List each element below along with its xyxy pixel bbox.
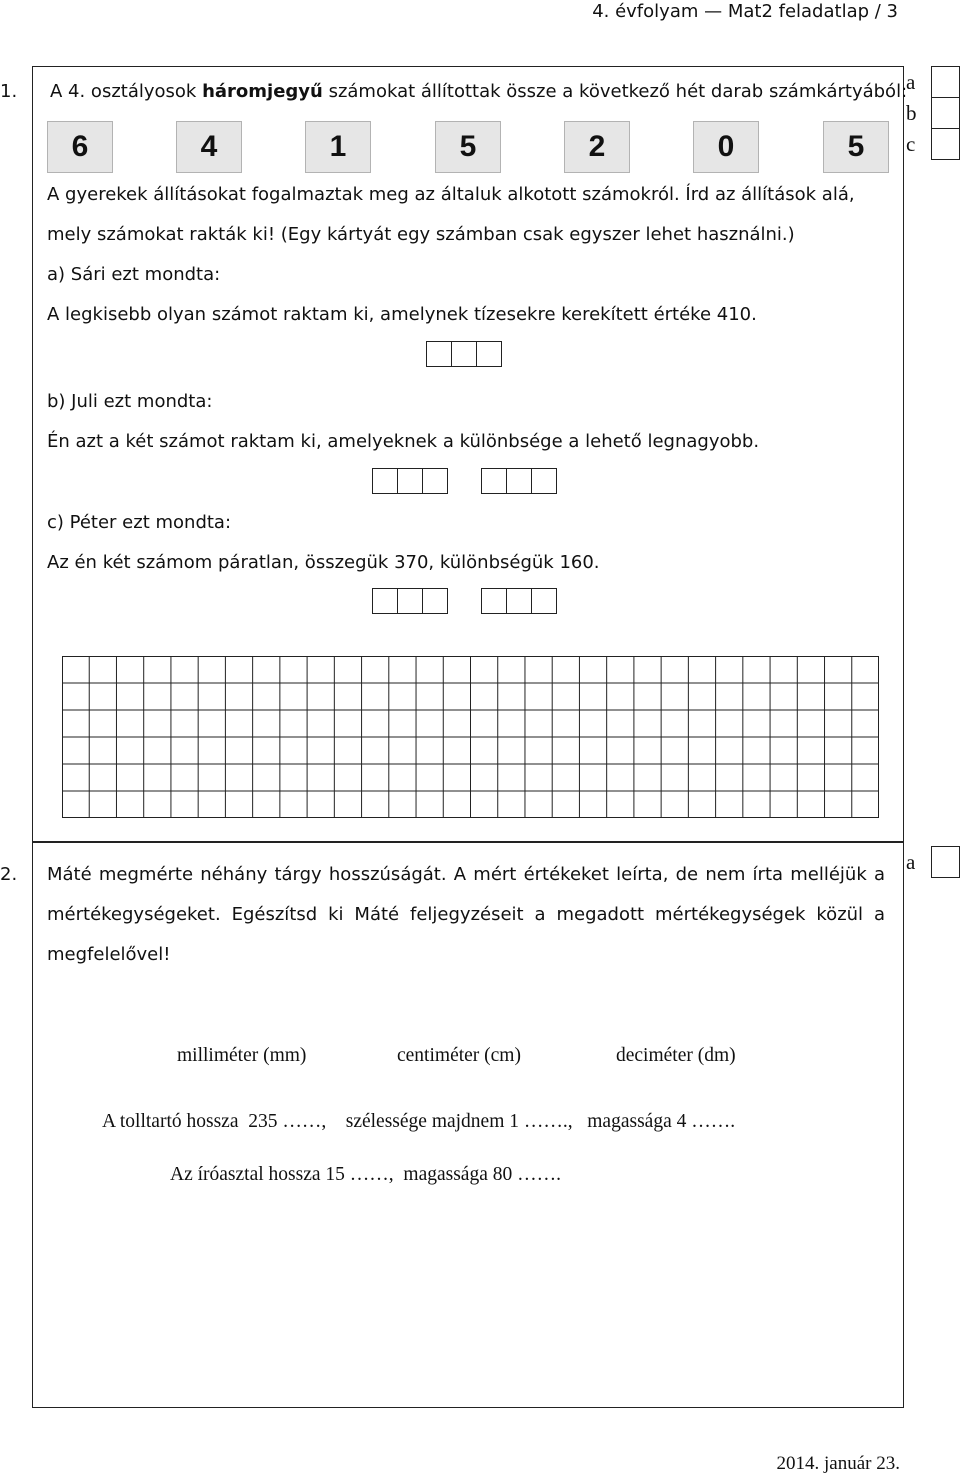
score-cell-a bbox=[932, 847, 960, 878]
scratch-grid bbox=[62, 656, 879, 818]
score-cell-c bbox=[932, 129, 960, 160]
digit-box[interactable] bbox=[451, 341, 477, 367]
digit-box[interactable] bbox=[481, 588, 507, 614]
task1-intro-bold: háromjegyű bbox=[202, 81, 323, 102]
score-label-c: c bbox=[906, 131, 916, 156]
task2-sentence2: Az íróasztal hossza 15 ……, magassága 80 ……. bbox=[170, 1164, 561, 1185]
task1a-label: a) Sári ezt mondta: bbox=[47, 264, 221, 285]
unit-decimeter: deciméter (dm) bbox=[616, 1045, 736, 1066]
number-card: 5 bbox=[435, 121, 501, 173]
task1a-statement: A legkisebb olyan számot raktam ki, amelynek tízesekre kerekített értéke 410. bbox=[47, 304, 757, 325]
task1b-label: b) Juli ezt mondta: bbox=[47, 391, 213, 412]
unit-millimeter: milliméter (mm) bbox=[177, 1045, 307, 1066]
digit-box[interactable] bbox=[481, 468, 507, 494]
number-card: 2 bbox=[564, 121, 630, 173]
digit-box[interactable] bbox=[422, 588, 448, 614]
digit-box[interactable] bbox=[506, 468, 532, 494]
digit-box[interactable] bbox=[476, 341, 502, 367]
task1c-label: c) Péter ezt mondta: bbox=[47, 512, 232, 533]
digit-box[interactable] bbox=[426, 341, 452, 367]
digit-box[interactable] bbox=[531, 588, 557, 614]
task1c-statement: Az én két számom páratlan, összegük 370, különbségük 160. bbox=[47, 552, 600, 573]
task1-intro bbox=[50, 80, 907, 104]
page-header: 4. évfolyam — Mat2 feladatlap / 3 bbox=[592, 1, 898, 22]
digit-box[interactable] bbox=[506, 588, 532, 614]
unit-centimeter: centiméter (cm) bbox=[397, 1045, 521, 1066]
number-card: 0 bbox=[693, 121, 759, 173]
task2-line3: megfelelővel! bbox=[47, 944, 171, 965]
digit-box[interactable] bbox=[372, 468, 398, 494]
answer-boxes-b1[interactable] bbox=[372, 468, 448, 494]
answer-boxes-c1[interactable] bbox=[372, 588, 448, 614]
score-cell-b bbox=[932, 98, 960, 129]
digit-box[interactable] bbox=[422, 468, 448, 494]
number-card: 6 bbox=[47, 121, 113, 173]
score-label-a: a bbox=[906, 69, 916, 94]
digit-box[interactable] bbox=[397, 468, 423, 494]
task1-intro-post: számokat állítottak össze a következő hét darab számkártyából: bbox=[322, 81, 908, 102]
number-card: 4 bbox=[176, 121, 242, 173]
task1-instruction-line2: mely számokat rakták ki! (Egy kártyát egy számban csak egyszer lehet használni.) bbox=[47, 224, 795, 245]
task2-line2: mértékegységeket. Egészítsd ki Máté feljegyzéseit a megadott mértékegységek közül a bbox=[47, 904, 885, 925]
task2-line1: Máté megmérte néhány tárgy hosszúságát. A mért értékeket leírta, de nem írta melléjük a bbox=[47, 864, 885, 885]
digit-box[interactable] bbox=[531, 468, 557, 494]
task1-number: 1. bbox=[0, 81, 18, 102]
task1-score-box bbox=[904, 66, 960, 160]
digit-box[interactable] bbox=[397, 588, 423, 614]
number-card: 1 bbox=[305, 121, 371, 173]
number-card: 5 bbox=[823, 121, 889, 173]
score-label-b: b bbox=[906, 100, 917, 125]
answer-boxes-b2[interactable] bbox=[481, 468, 557, 494]
task1b-statement: Én azt a két számot raktam ki, amelyeknek a különbsége a lehető legnagyobb. bbox=[47, 431, 760, 452]
score-cell-a bbox=[932, 67, 960, 98]
score-label-a: a bbox=[906, 849, 916, 874]
digit-box[interactable] bbox=[372, 588, 398, 614]
task2-score-box bbox=[904, 846, 960, 878]
task2-sentence1: A tolltartó hossza 235 ……, szélessége majdnem 1 ……., magassága 4 ……. bbox=[102, 1111, 736, 1132]
task1-intro-pre: A 4. osztályosok bbox=[50, 81, 203, 102]
task2-number: 2. bbox=[0, 864, 18, 885]
answer-boxes-c2[interactable] bbox=[481, 588, 557, 614]
task1-instruction-line1: A gyerekek állításokat fogalmaztak meg az általuk alkotott számokról. Írd az állítások alá, bbox=[47, 184, 855, 205]
page-footer-date: 2014. január 23. bbox=[776, 1453, 900, 1474]
answer-boxes-a[interactable] bbox=[426, 341, 502, 367]
number-cards bbox=[47, 121, 890, 173]
